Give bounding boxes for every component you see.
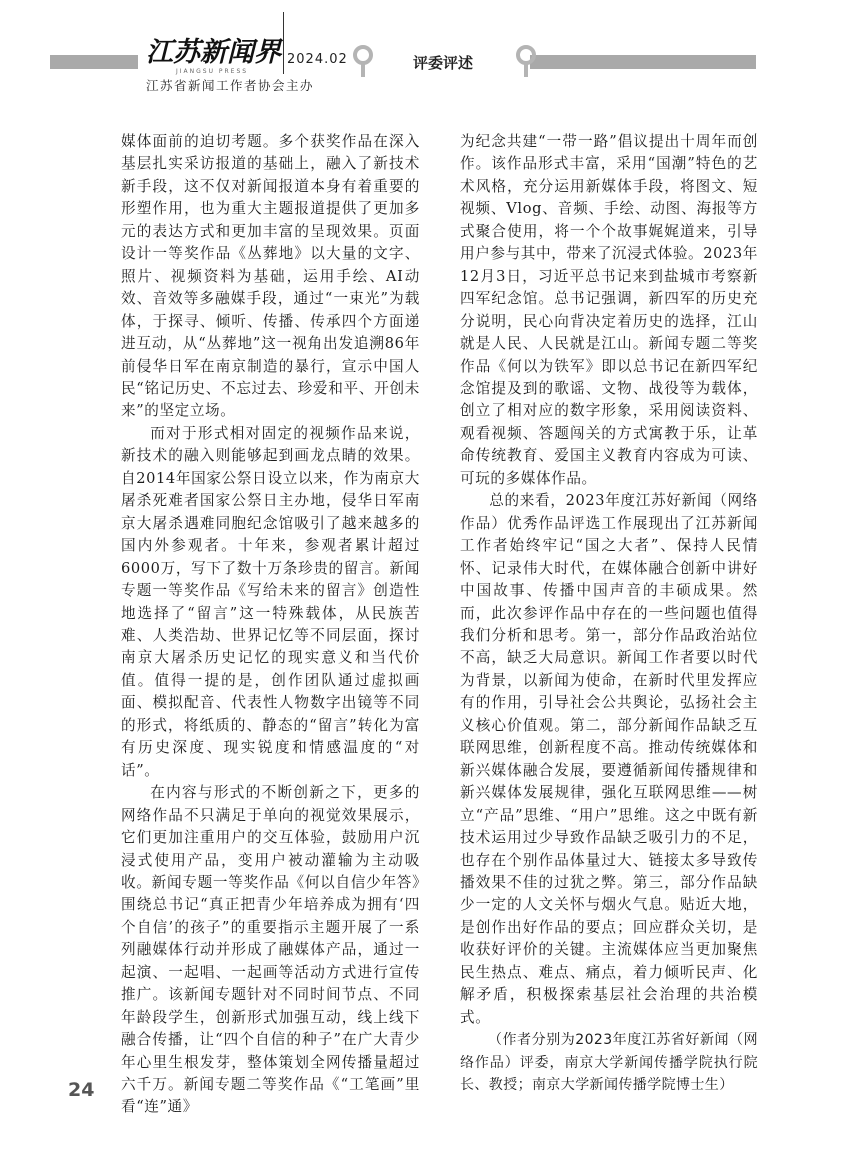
header-divider bbox=[283, 12, 284, 74]
article-column-left bbox=[121, 131, 420, 1119]
paragraph: 媒体面前的迫切考题。多个获奖作品在深入基层扎实采访报道的基础上，融入了新技术新手段，这不仅对新闻报道本身有着重要的形塑作用，也为重大主题报道提供了更加多元的表达方式和更加丰富的呈现效果。页面设计一等奖作品《丛葬地》以大量的文字、照片、视频资料为基础，运用手绘、AI动效、音效等多融媒手段，通过“一束光”为载体，于探寻、倾听、传播、传承四个方面递进互动，从“丛葬地”这一视角出发追溯86年前侵华日军在南京制造的暴行，宣示中国人民“铭记历史、不忘过去、珍爱和平、开创未来”的坚定立场。 bbox=[121, 133, 420, 420]
page-number: 24 bbox=[68, 1079, 95, 1101]
issue-number: 2024.02 bbox=[287, 52, 348, 67]
paragraph: 总的来看，2023年度江苏好新闻（网络作品）优秀作品评选工作展现出了江苏新闻工作者始终牢记“国之大者”、保持人民情怀、记录伟大时代，在媒体融合创新中讲好中国故事、传播中国声音的丰硕成果。然而，此次参评作品中存在的一些问题也值得我们分析和思考。第一，部分作品政治站位不高，缺乏大局意识。新闻工作者要以时代为背景，以新闻为使命，在新时代里发挥应有的作用，引导社会公共舆论，弘扬社会主义核心价值观。第二，部分新闻作品缺乏互联网思维，创新程度不高。推动传统媒体和新兴媒体融合发展，要遵循新闻传播规律和新兴媒体发展规律，强化互联网思维——树立“产品”思维、“用户”思维。这之中既有新技术运用过少导致作品缺乏吸引力的不足，也存在个别作品体量过大、链接太多导致传播效果不佳的过犹之弊。第三，部分作品缺少一定的人文关怀与烟火气息。贴近大地，是创作出好作品的要点；回应群众关切，是收获好评价的关键。主流媒体应当更加聚焦民生热点、难点、痛点，着力倾听民声、化解矛盾，积极探索基层社会治理的共治模式。 bbox=[460, 492, 758, 1026]
pin-icon bbox=[515, 44, 537, 78]
page-header bbox=[0, 0, 850, 110]
magazine-logo-subtitle: JIANGSU PRESS bbox=[176, 68, 249, 75]
author-note: （作者分别为2023年度江苏省好新闻（网络作品）评委，南京大学新闻传播学院执行院长、教授；南京大学新闻传播学院博士生） bbox=[460, 1032, 758, 1094]
article-column-right bbox=[460, 131, 758, 1096]
magazine-logo: 江苏新闻界 bbox=[146, 37, 281, 68]
header-bar-left bbox=[50, 55, 138, 69]
header-bar-right bbox=[530, 55, 756, 69]
paragraph: 为纪念共建“一带一路”倡议提出十周年而创作。该作品形式丰富，采用“国潮”特色的艺术风格，充分运用新媒体手段，将图文、短视频、Vlog、音频、手绘、动图、海报等方式聚合使用，将一个个故事娓娓道来，引导用户参与其中，带来了沉浸式体验。2023年12月3日，习近平总书记来到盐城市考察新四军纪念馆。总书记强调，新四军的历史充分说明，民心向背决定着历史的选择，江山就是人民、人民就是江山。新闻专题二等奖作品《何以为铁军》即以总书记在新四军纪念馆提及到的歌谣、文物、战役等为载体，创立了相对应的数字形象，采用阅读资料、观看视频、答题闯关的方式寓教于乐，让革命传统教育、爱国主义教育内容成为可读、可玩的多媒体作品。 bbox=[460, 133, 758, 487]
column-name: 评委评述 bbox=[413, 54, 474, 72]
paragraph: 在内容与形式的不断创新之下，更多的网络作品不只满足于单向的视觉效果展示，它们更加注重用户的交互体验，鼓励用户沉浸式使用产品，变用户被动灌输为主动吸收。新闻专题一等奖作品《何以自信少年答》围绕总书记“真正把青少年培养成为拥有‘四个自信’的孩子”的重要指示主题开展了一系列融媒体行动并形成了融媒体产品，通过一起演、一起唱、一起画等活动方式进行宣传推广。该新闻专题针对不同时间节点、不同年龄段学生，创新形式加强互动，线上线下融合传播，让“四个自信的种子”在广大青少年心里生根发芽，整体策划全网传播量超过六千万。新闻专题二等奖作品《“工笔画”里看“连”通》 bbox=[121, 784, 420, 1116]
publisher-line: 江苏省新闻工作者协会主办 bbox=[146, 78, 315, 93]
paragraph: 而对于形式相对固定的视频作品来说，新技术的融入则能够起到画龙点睛的效果。自2014年国家公祭日设立以来，作为南京大屠杀死难者国家公祭日主办地，侵华日军南京大屠杀遇难同胞纪念馆吸引了越来越多的国内外参观者。十年来，参观者累计超过6000万，写下了数十万条珍贵的留言。新闻专题一等奖作品《写给未来的留言》创造性地选择了“留言”这一特殊载体，从民族苦难、人类浩劫、世界记忆等不同层面，探讨南京大屠杀历史记忆的现实意义和当代价值。值得一提的是，创作团队通过虚拟画面、模拟配音、代表性人物数字出镜等不同的形式，将纸质的、静态的“留言”转化为富有历史深度、现实锐度和情感温度的“对话”。 bbox=[121, 424, 420, 779]
pin-icon bbox=[352, 44, 374, 78]
